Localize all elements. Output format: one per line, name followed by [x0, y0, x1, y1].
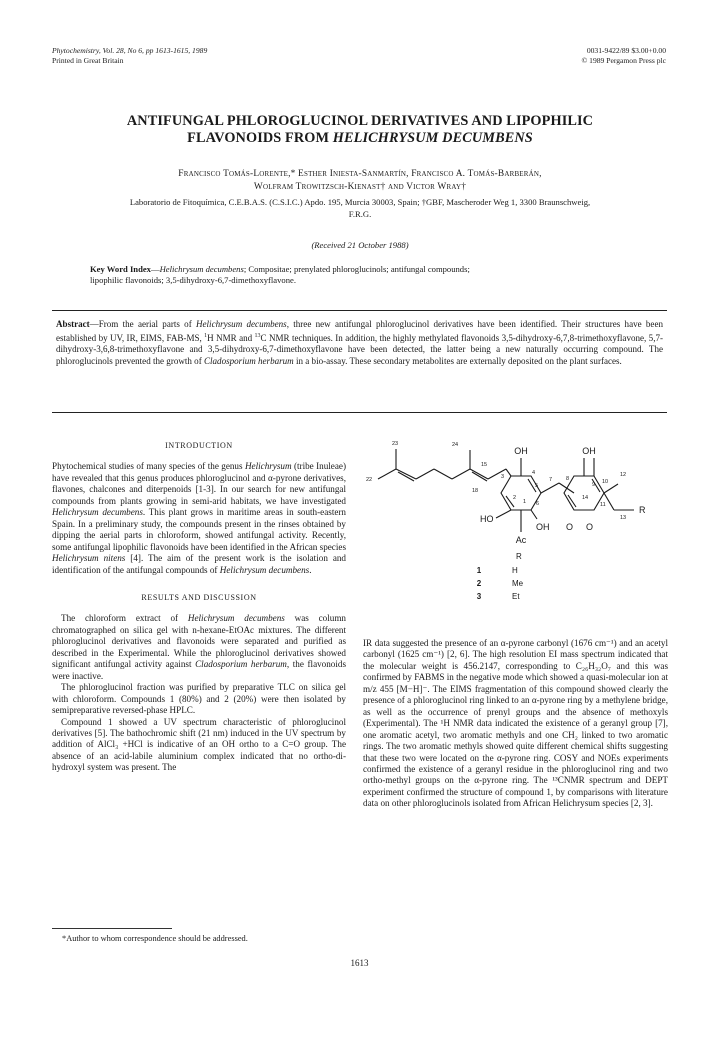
left-column — [52, 440, 346, 774]
carbon-15-label: 15 — [481, 462, 488, 468]
title-line-1: ANTIFUNGAL PHLOROGLUCINOL DERIVATIVES AND LIPOPHILIC — [126, 113, 594, 129]
abstract-dash: — — [89, 319, 99, 329]
atom-9-label: 9 — [592, 482, 596, 488]
page-number: 1613 — [350, 958, 369, 968]
results-p1-text-2: was column chromatographed on silica gel with n-hexane-EtOAc mixtures. The different phloroglucinol derivatives and flavonoids were separated and purified as described in the Experimental. While the phloroglucinol derivatives showed significant antifungal activity against — [52, 613, 346, 670]
keywords-label: Key Word Index — [90, 264, 151, 274]
oh-label-top-1: OH — [514, 446, 528, 456]
r-group-label: R — [639, 505, 646, 515]
chemical-structure-figure — [356, 436, 671, 636]
intro-text-2: (tribe Inuleae) have revealed that this genus produces phloroglucinol and α-pyrone derivatives, flavones, chalcones and diterpenoids [1-3]. In our search for new antifungal compounds from plants growing in semi-arid habitats, we have investigated — [52, 461, 346, 506]
atom-11-label: 11 — [600, 502, 606, 508]
author-list — [60, 168, 660, 194]
results-paragraph-3: Compound 1 showed a UV spectrum characteristic of phloroglucinol derivatives [5]. The bathochromic shift (21 nm) induced in the UV spectrum by addition of AlCl₃ +HCl is indicative of an OH ortho to a C=O group. The absence of an acid-labile aluminium complex indicated that no ortho-di-hydroxyl system was present. The — [52, 716, 346, 773]
running-header-left — [52, 46, 207, 65]
atom-4-label: 4 — [532, 470, 536, 476]
abstract-top-rule — [52, 310, 667, 311]
abstract-label: Abstract — [56, 319, 90, 329]
compound-number: 1 — [476, 566, 482, 575]
compound-number: 3 — [476, 592, 482, 601]
journal-citation: Phytochemistry, Vol. 28, No 6, pp 1613-1615, 1989 — [52, 46, 208, 55]
atom-1-label: 1 — [523, 499, 527, 505]
printed-in: Printed in Great Britain — [52, 55, 124, 65]
compound-substituent: Me — [512, 579, 524, 588]
title-line-2-text: FLAVONOIDS FROM — [187, 130, 333, 146]
oh-label-top-2: OH — [582, 446, 596, 456]
abstract-text-3: H NMR and — [207, 332, 255, 343]
right-column — [363, 638, 668, 810]
key-word-index — [90, 264, 630, 285]
keywords-rest: ; Compositae; prenylated phloroglucinols; antifungal compounds; — [243, 264, 470, 274]
intro-text-4: [4]. The aim of the present work is the isolation and identification of the antifungal compounds of — [52, 553, 346, 575]
keywords-dash: — — [150, 264, 160, 274]
running-header-right — [581, 46, 666, 65]
abstract-sup-1: 1 — [204, 332, 208, 339]
atom-3-label: 3 — [501, 474, 505, 480]
atom-14-label: 14 — [582, 495, 589, 501]
keywords-genus: Helichrysum decumbens — [159, 264, 244, 274]
abstract-fungus: Cladosporium herbarum — [203, 355, 294, 366]
abstract-sup-13: 13 — [254, 332, 261, 339]
atom-6-label: 6 — [536, 501, 540, 507]
abstract-text-5: in a bio-assay. These secondary metabolites are externally deposited on the plant surfaces. — [293, 355, 622, 366]
ring-oxygen-label: O — [566, 522, 574, 532]
copyright: © 1989 Pergamon Press plc — [581, 55, 666, 65]
atom-10-label: 10 — [602, 479, 609, 485]
abstract-bottom-rule — [52, 412, 667, 413]
abstract — [56, 319, 663, 367]
compound-substituent: H — [512, 566, 518, 575]
results-p1-text-3: , the flavonoids were inactive. — [52, 659, 347, 681]
carbon-24-label: 24 — [452, 442, 459, 448]
authors-line-1: Francisco Tomás-Lorente,* Esther Iniesta-Sanmartín, Francisco A. Tomás-Barberán, — [178, 169, 542, 179]
intro-species-1: Helichrysum decumbens — [52, 507, 143, 518]
carbon-23-label: 23 — [392, 441, 399, 447]
atom-8-label: 8 — [566, 476, 570, 482]
introduction-paragraph — [52, 461, 346, 576]
received-date: (Received 21 October 1988) — [311, 240, 409, 250]
introduction-heading: INTRODUCTION — [165, 441, 233, 450]
results-heading: RESULTS AND DISCUSSION — [141, 592, 257, 602]
footnote-rule — [52, 928, 172, 929]
results-p1-text-1: The chloroform extract of — [61, 613, 188, 624]
ho-label: HO — [480, 514, 494, 524]
intro-genus: Helichrysum — [244, 461, 292, 472]
affiliation-line-2: F.R.G. — [348, 208, 372, 219]
substituent-table — [470, 552, 570, 601]
substituent-header: R — [516, 552, 522, 561]
carbon-22-label: 22 — [366, 477, 373, 483]
keywords-line-2: lipophilic flavonoids; 3,5-dihydroxy-6,7-dimethoxyflavone. — [90, 274, 296, 285]
abstract-species: Helichrysum decumbens — [196, 319, 287, 329]
abstract-text-1: From the aerial parts of — [98, 319, 196, 329]
atom-13-label: 13 — [620, 515, 627, 521]
intro-text-5: . — [309, 564, 312, 575]
affiliation-line-1: Laboratorio de Fitoquímica, C.E.B.A.S. (C.S.I.C.) Apdo. 195, Murcia 30003, Spain; †GBF, Mascheroder Weg 1, 3300 Braunschweig, — [129, 197, 591, 207]
results-paragraph-2: The phloroglucinol fraction was purified by preparative TLC on silica gel with chloroform. Compounds 1 (80%) and 2 (20%) were then isolated by semipreparative reversed-phase HPLC. — [52, 682, 346, 716]
right-column-paragraph: IR data suggested the presence of an α-pyrone carbonyl (1676 cm⁻¹) and an acetyl carbonyl (1625 cm⁻¹) [2, 6]. The high resolution EI mass spectrum indicated that the molecular weight is 456.2147, corresponding to C₂₆H₃₂O₇ and this was confirmed by FABMS in the negative mode which showed a quasi-molecular ion at m/z 455 [M−H]⁻. The EIMS fragmentation of this compound showed clearly the presence of a phloroglucinol ring linked to an α-pyrone ring by a methylene bridge, as well as the occurrence of prenyl groups and the absence of methoxyls (Experimental). The ¹H NMR data indicated the existence of a geranyl group [7], one aromatic acetyl, two aromatic methyls and one CH₂ linked to two aromatic rings. The two aromatic methyls showed quite different chemical shifts suggesting that these two were located on the α-pyrone ring. COSY and NOEs experiments confirmed the existence of a geranyl residue in the phloroglucinol ring and two ortho-methyl groups on the α-pyrone ring. The ¹³CNMR spectrum and DEPT experiment confirmed the structure of compound 1, by comparisons with literature data on other phloroglucinols isolated from African Helichrysum species [2, 3]. — [363, 638, 668, 809]
oh-label-bottom: OH — [536, 522, 550, 532]
results-p1-fungus: Cladosporium herbarum — [195, 659, 287, 670]
abstract-text-4: C NMR techniques. In addition, the highly methylated flavonoids 3,5-dihydroxy-6,7,8-trimethoxyflavone, 5,7-dihydroxy-3,6,8-trimethoxyflavone and 3,5-dihydroxy-6,7-dimethoxyflavone have been detected, the latter being a new naturally occurring compound. The phloroglucinols prevented the growth of — [56, 332, 663, 366]
title-line-2 — [60, 130, 660, 147]
atom-2-label: 2 — [513, 495, 517, 501]
atom-7-label: 7 — [549, 477, 553, 483]
intro-text-1: Phytochemical studies of many species of the genus — [52, 461, 245, 472]
phloroglucinol-structure — [356, 436, 671, 636]
compound-row — [470, 592, 570, 601]
abstract-text-2: , three new antifungal phloroglucinol derivatives have been identified. Their structures have been established by UV, IR, EIMS, FAB-MS, — [56, 319, 663, 343]
results-p1-species: Helichrysum decumbens — [187, 613, 285, 624]
affiliations — [60, 197, 660, 220]
acetyl-label: Ac — [515, 535, 527, 545]
carbon-18-label: 18 — [472, 488, 479, 494]
keywords-line-1 — [90, 264, 630, 275]
footnote: *Author to whom correspondence should be addressed. — [62, 934, 248, 943]
compound-row — [470, 579, 570, 588]
compound-substituent: Et — [512, 592, 520, 601]
intro-species-3: Helichrysum decumbens — [219, 564, 310, 575]
title-line-2-italic: HELICHRYSUM DECUMBENS — [332, 130, 533, 146]
results-paragraph-1 — [52, 613, 346, 682]
issn-price: 0031-9422/89 $3.00+0.00 — [586, 46, 666, 55]
atom-12-label: 12 — [620, 472, 627, 478]
compound-number: 2 — [476, 579, 482, 588]
article-title — [60, 113, 660, 147]
authors-line-2: Wolfram Trowitzsch-Kienast† and Victor Wray† — [253, 182, 467, 192]
atom-5-label: 5 — [535, 483, 539, 489]
carbonyl-oxygen-label: O — [586, 522, 594, 532]
compound-row — [470, 566, 570, 575]
intro-species-2: Helichrysum nitens — [52, 553, 126, 564]
intro-text-3: . This plant grows in maritime areas in south-eastern Spain. In a preliminary study, the compounds present in the rinses obtained by dipping the aerial parts in chloroform, showed antifungal activity. Recently, some antifungal lipophilic flavonoids have been identified in the African species — [52, 507, 346, 552]
